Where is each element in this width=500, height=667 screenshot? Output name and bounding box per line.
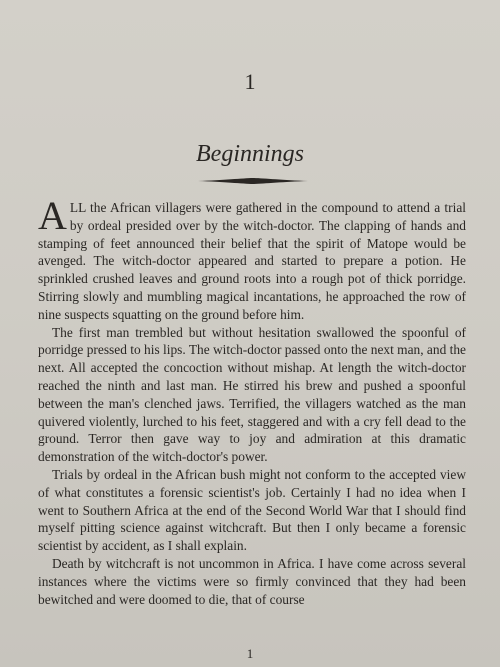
page-number: 1 [246,646,254,661]
chapter-title: Beginnings [196,141,304,167]
title-ornament-rule [198,177,308,185]
drop-cap: A [38,193,67,238]
chapter-number: 1 [244,69,256,94]
paragraph-2: The first man trembled but without hesitation swallowed the spoonful of porridge pressed to his lips. The witch-doctor passed onto the next man, and the next. All accepted the concoction without mishap. At length the witch-doctor reached the ninth and last man. He stirred his brew and pushed a spoonful between the man's clenched jaws. Terrified, the villagers watched as the man quivered violently, lurched to his feet, staggered and with a cry fell dead to the ground. Terror then gave way to joy and admiration at this dramatic demonstration of the witch-doctor's power. [38,324,466,465]
chapter-body [38,193,466,608]
paragraph-4: Death by witchcraft is not uncommon in Africa. I have come across several instances where the victims were so firmly convinced that they had been bewitched and were doomed to die, that of course [38,555,466,607]
paragraph-3: Trials by ordeal in the African bush might not conform to the accepted view of what constitutes a forensic scientist's job. Certainly I had no idea when I went to Southern Africa at the end of the Second World War that I should find myself pitting science against witchcraft. But then I only became a forensic scientist by accident, as I shall explain. [38,466,466,554]
paragraph-1-text: LL the African villagers were gathered in the compound to attend a trial by ordeal presided over by the witch-doctor. The clapping of hands and stamping of feet announced their belief that the spirit of Matope would be avenged. The witch-doctor appeared and started to prepare a potion. He sprinkled crushed leaves and ground roots into a rough pot of thick porridge. Stirring slowly and mumbling magical incantations, he approached the row of nine suspects squatting on the ground before him. [38,200,466,322]
paragraph-1 [38,193,466,324]
